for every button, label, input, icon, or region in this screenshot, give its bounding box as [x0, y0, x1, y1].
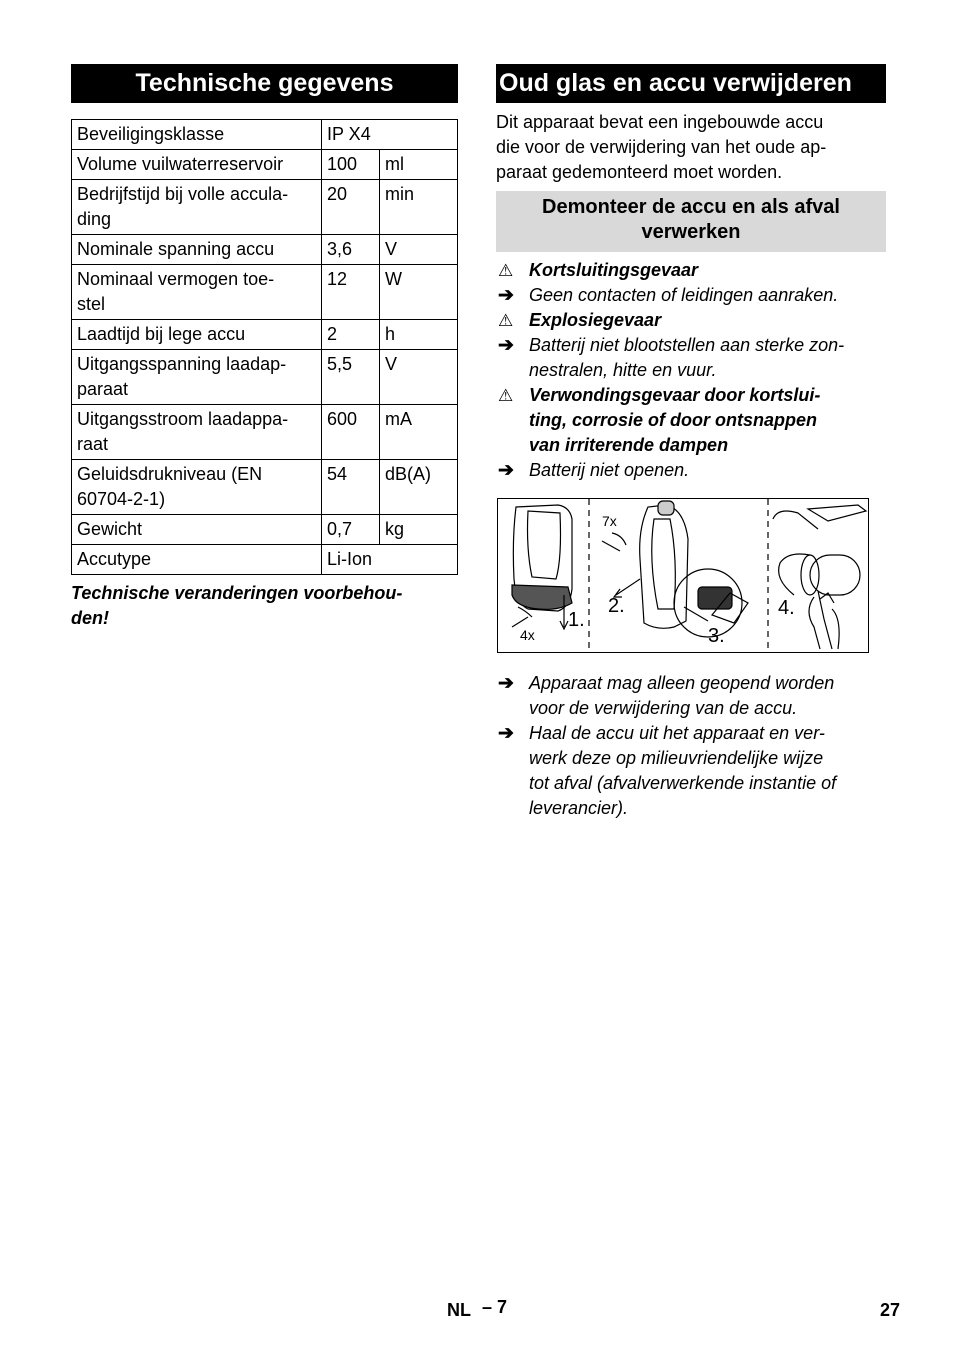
warning-text: Kortsluitingsgevaar — [529, 260, 699, 280]
warning-text: Explosiegevaar — [529, 310, 662, 330]
spec-row — [72, 405, 458, 460]
spec-label: Volume vuilwaterreservoir — [72, 150, 322, 180]
spec-unit: h — [380, 320, 458, 350]
battery-removal-drawing — [498, 499, 869, 653]
spec-row — [72, 120, 458, 150]
spec-row — [72, 320, 458, 350]
figure-label-step-2: 2. — [608, 595, 625, 617]
technical-changes-note: Technische veranderingen voorbehou- den! — [71, 583, 403, 628]
spec-unit: V — [380, 350, 458, 405]
spec-unit: V — [380, 235, 458, 265]
warning-item — [496, 258, 886, 283]
actions-list — [496, 671, 886, 821]
spec-value: 0,7 — [322, 515, 380, 545]
spec-value: 5,5 — [322, 350, 380, 405]
spec-value: 2 — [322, 320, 380, 350]
warnings-list — [496, 258, 886, 483]
spec-value: 54 — [322, 460, 380, 515]
action-item — [496, 333, 886, 383]
spec-label: Uitgangsspanning laadap- paraat — [72, 350, 322, 405]
left-column — [71, 64, 458, 631]
action-text: Apparaat mag alleen geopend worden voor de verwijdering van de accu. — [529, 673, 835, 718]
warning-triangle-icon: ⚠ — [498, 386, 514, 405]
spec-value: 20 — [322, 180, 380, 235]
spec-label: Laadtijd bij lege accu — [72, 320, 322, 350]
spec-label: Gewicht — [72, 515, 322, 545]
figure-label-step-4: 4. — [778, 597, 795, 619]
spec-label: Bedrijfstijd bij volle accula- ding — [72, 180, 322, 235]
spec-label: Geluidsdrukniveau (EN 60704-2-1) — [72, 460, 322, 515]
battery-removal-illustration — [497, 498, 869, 653]
arrow-right-icon: ➔ — [498, 723, 514, 744]
spec-label: Uitgangsstroom laadappa- raat — [72, 405, 322, 460]
spec-value: 600 — [322, 405, 380, 460]
action-item — [496, 721, 886, 821]
figure-label-step-3: 3. — [708, 625, 725, 647]
spec-value: IP X4 — [322, 120, 458, 150]
warning-item — [496, 308, 886, 333]
spec-row — [72, 515, 458, 545]
spec-value: 3,6 — [322, 235, 380, 265]
spec-row — [72, 180, 458, 235]
action-item — [496, 671, 886, 721]
action-item — [496, 283, 886, 308]
warning-item — [496, 383, 886, 458]
spec-label: Beveiligingsklasse — [72, 120, 322, 150]
spec-row — [72, 545, 458, 575]
arrow-right-icon: ➔ — [498, 673, 514, 694]
figure-label-screws-7x: 7x — [602, 513, 617, 529]
warning-triangle-icon: ⚠ — [498, 311, 514, 330]
specs-table — [71, 119, 458, 575]
action-text: Geen contacten of leidingen aanraken. — [529, 285, 839, 305]
disposal-intro: Dit apparaat bevat een ingebouwde accu die voor de verwijdering van het oude ap- paraat gedemonteerd moet worden. — [496, 112, 827, 182]
arrow-right-icon: ➔ — [498, 460, 514, 481]
spec-unit: W — [380, 265, 458, 320]
spec-value: 100 — [322, 150, 380, 180]
spec-row — [72, 150, 458, 180]
spec-unit: min — [380, 180, 458, 235]
spec-unit: kg — [380, 515, 458, 545]
action-text: Haal de accu uit het apparaat en ver- werk deze op milieuvriendelijke wijze tot afval (afvalverwerkende instantie of leverancier). — [529, 723, 837, 818]
spec-unit: mA — [380, 405, 458, 460]
warning-text: Verwondingsgevaar door kortslui- ting, corrosie of door ontsnappen van irriterende dampen — [529, 385, 821, 455]
spec-value: 12 — [322, 265, 380, 320]
spec-unit: dB(A) — [380, 460, 458, 515]
subheading-dismantle-battery: Demonteer de accu en als afval verwerken — [496, 191, 886, 252]
action-item — [496, 458, 886, 483]
arrow-right-icon: ➔ — [498, 335, 514, 356]
spec-row — [72, 460, 458, 515]
footer-subpage: – 7 — [482, 1297, 508, 1317]
action-text: Batterij niet openen. — [529, 460, 690, 480]
spec-label: Accutype — [72, 545, 322, 575]
right-column — [496, 64, 886, 821]
spec-value: Li-Ion — [322, 545, 458, 575]
figure-label-step-1: 1. — [568, 609, 585, 631]
spec-row — [72, 350, 458, 405]
section-title-disposal: Oud glas en accu verwijderen — [496, 64, 886, 103]
spec-row — [72, 235, 458, 265]
footer-language: NL — [447, 1300, 471, 1320]
figure-label-screws-4x: 4x — [520, 627, 535, 643]
action-text: Batterij niet blootstellen aan sterke zon- nestralen, hitte en vuur. — [529, 335, 845, 380]
spec-row — [72, 265, 458, 320]
spec-unit: ml — [380, 150, 458, 180]
footer-page-number: 27 — [880, 1300, 901, 1320]
spec-label: Nominale spanning accu — [72, 235, 322, 265]
section-title-technical-data: Technische gegevens — [71, 64, 458, 103]
arrow-right-icon: ➔ — [498, 285, 514, 306]
warning-triangle-icon: ⚠ — [498, 261, 514, 280]
spec-label: Nominaal vermogen toe- stel — [72, 265, 322, 320]
